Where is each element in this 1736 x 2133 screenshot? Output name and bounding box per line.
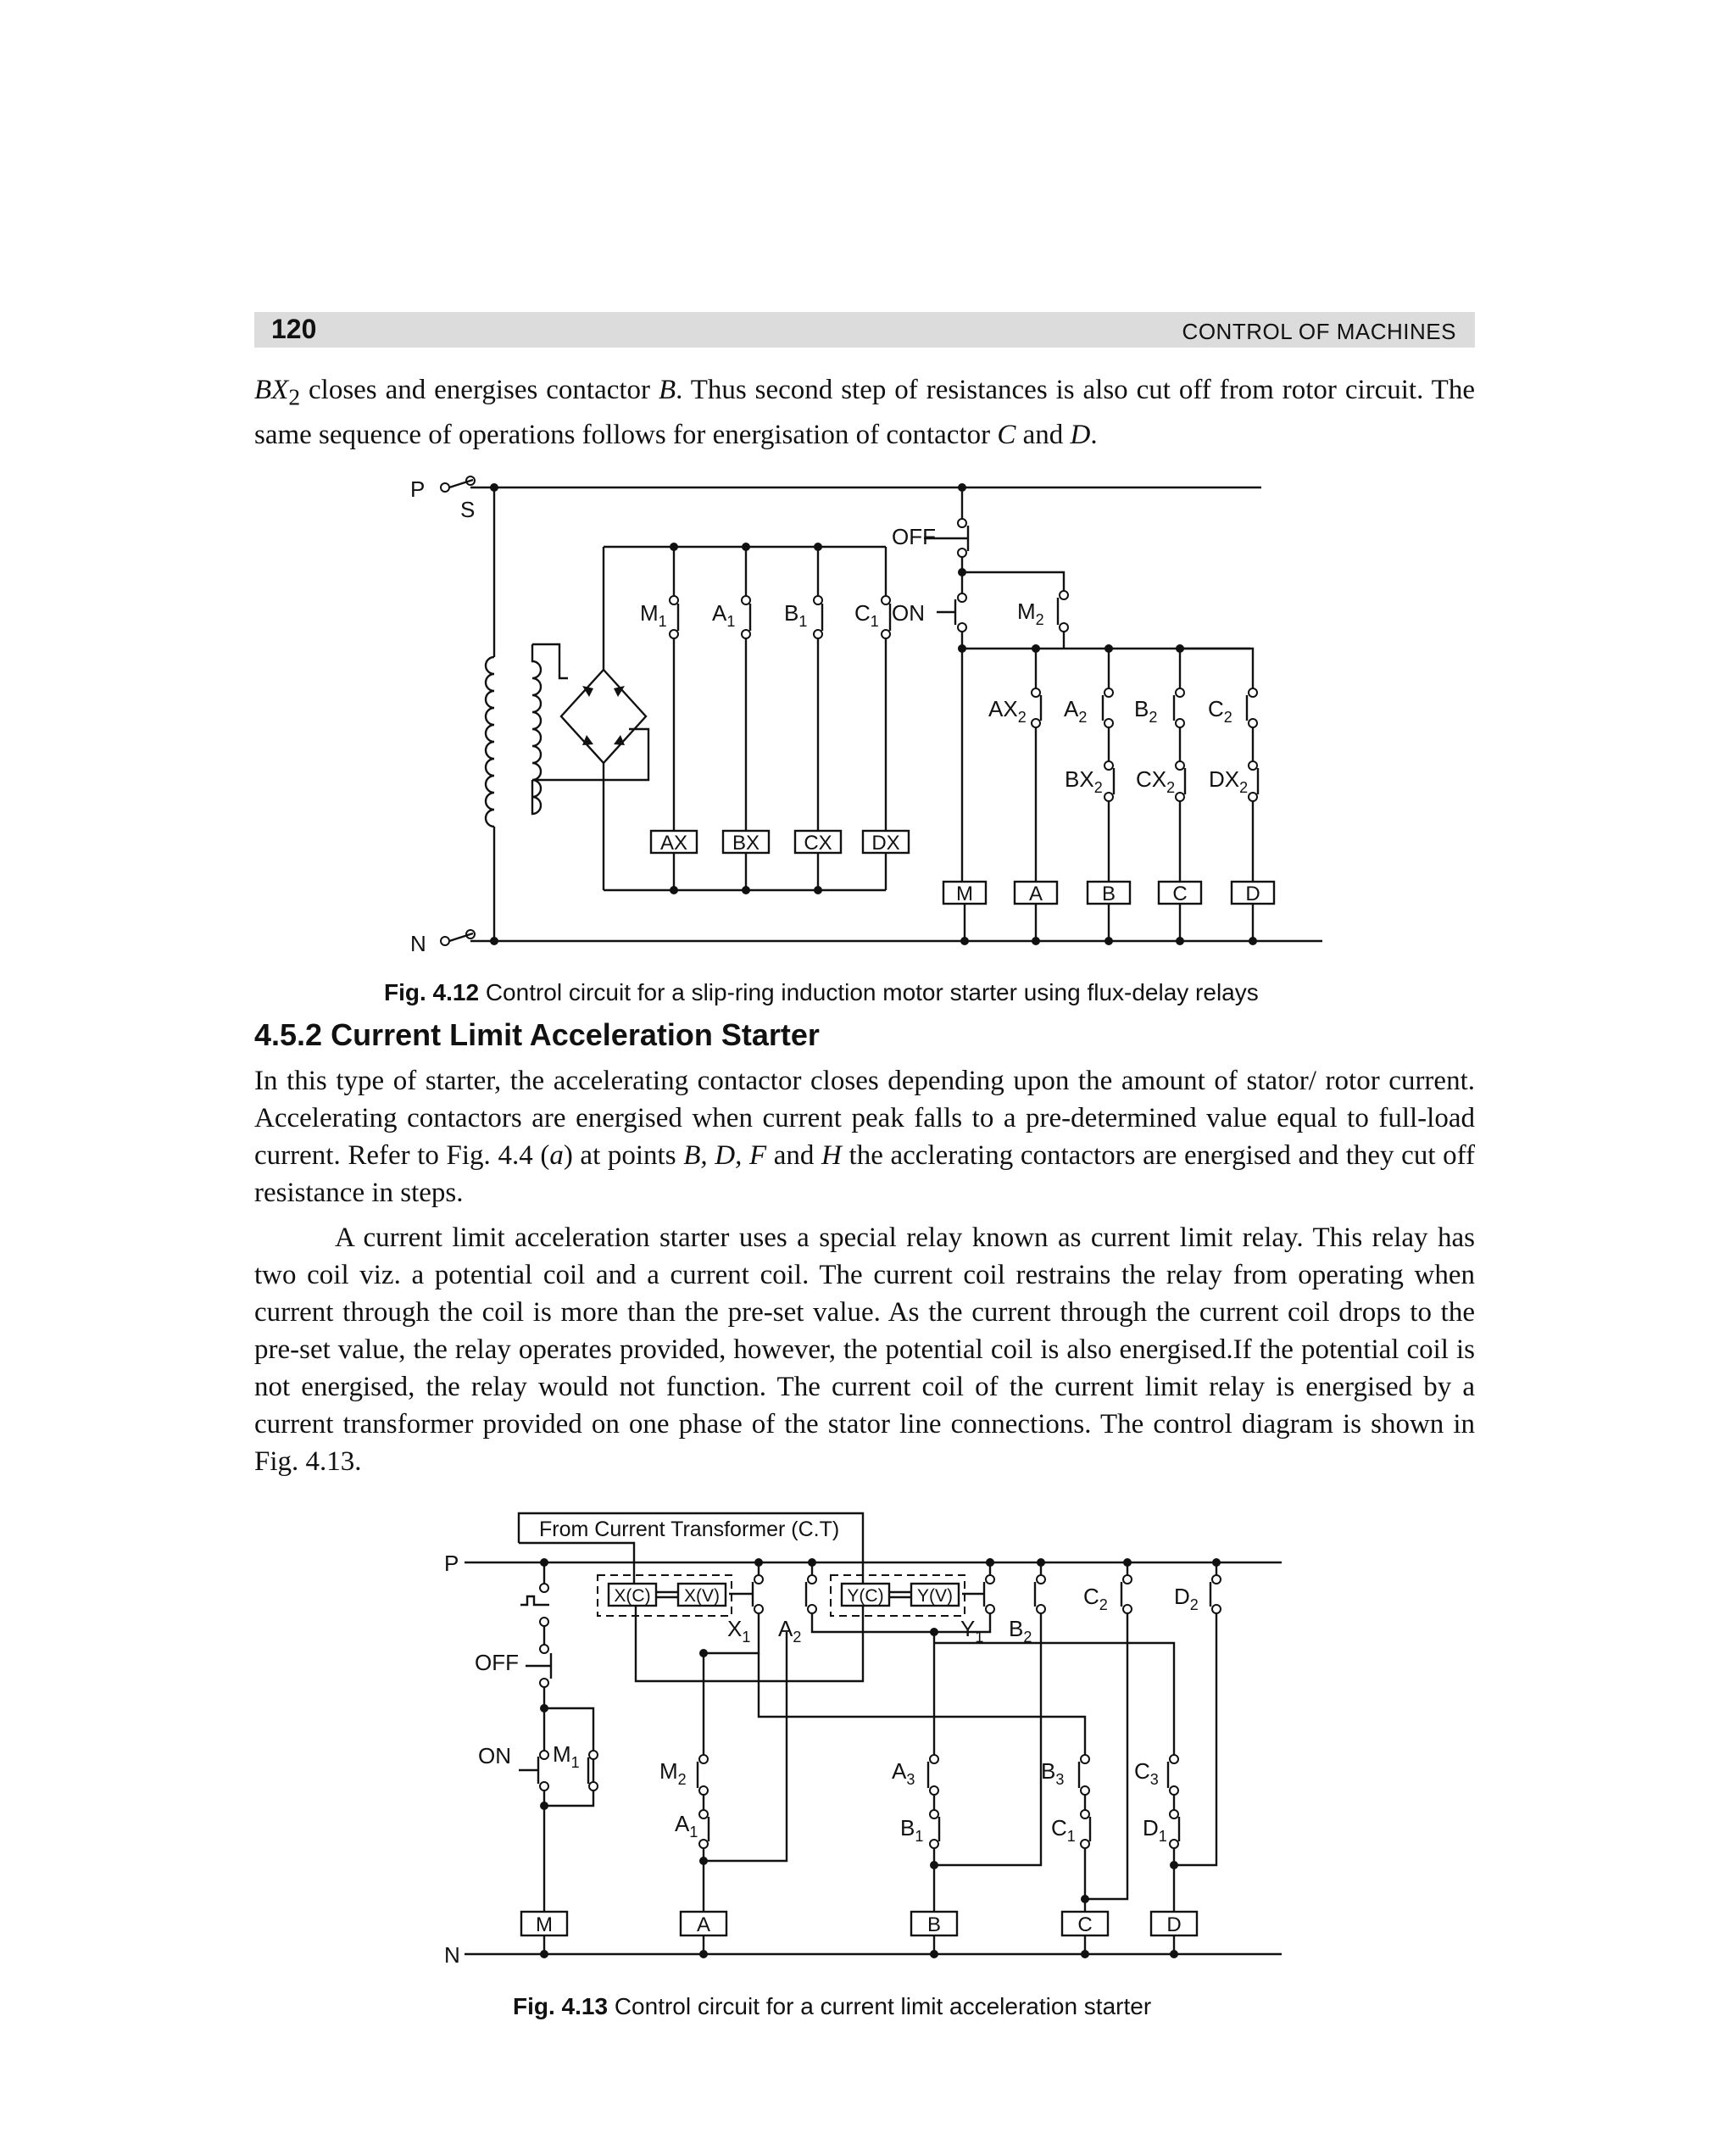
contact-label-m1: $M_1$ <box>553 1741 580 1771</box>
relay-coil-label: BX <box>732 832 760 855</box>
on-pushbutton-label: ON <box>892 600 925 626</box>
relay-x-voltage-coil-label: X(V) <box>684 1586 720 1606</box>
figure-4-13-caption-text: Control circuit for a current limit acceleration starter <box>614 1993 1152 2019</box>
contact-label-a1: $A_1$ <box>712 600 736 630</box>
figure-reference: a <box>549 1140 564 1171</box>
contactor-branch-b <box>911 1632 957 1958</box>
off-pushbutton-label: OFF <box>892 524 936 549</box>
contactor-coil-label: A <box>1028 883 1043 905</box>
intro-text: and <box>1015 419 1071 450</box>
contact-label-a2: $A_2$ <box>778 1616 802 1646</box>
contact-label-c1: $C_1$ <box>1051 1815 1076 1845</box>
intro-lead-subscript: 2 <box>288 383 301 410</box>
contactor-coil-label: M <box>536 1913 553 1936</box>
relay-x-current-coil-label: X(C) <box>614 1586 651 1606</box>
paragraph-text: In this type of starter, the accelerating contactor closes depending upon the amount of stator/ rotor current. Accelerating contactors are energised when current peak falls to a pre-determined value equal to full-load current. Refer to Fig. 4.4 ( <box>254 1066 1475 1171</box>
contactor-coil-label: C <box>1172 883 1188 905</box>
contact-label-d1: $D_1$ <box>1143 1815 1167 1845</box>
paragraph-text: ) at points <box>563 1140 684 1171</box>
point-labels: H <box>821 1140 842 1171</box>
contactor-coil-label: D <box>1245 883 1260 905</box>
running-title: CONTROL OF MACHINES <box>1182 319 1456 344</box>
relay-y-voltage-coil-label: Y(V) <box>917 1586 953 1606</box>
intro-contactor-ref: D <box>1070 419 1091 450</box>
line-p-label: P <box>444 1551 459 1576</box>
contact-label-b3: $B_3$ <box>1041 1758 1065 1788</box>
intro-text: . Thus second step of resistances is also cut off from rotor circuit. The same sequence of operations follows for energisation of contactor <box>254 375 1475 450</box>
switch-s-label: S <box>460 497 476 522</box>
contact-label-dx2: $DX_2$ <box>1209 766 1249 796</box>
contact-label-c3: $C_3$ <box>1134 1758 1159 1788</box>
contact-label-a2: $A_2$ <box>1064 696 1088 726</box>
intro-text: closes and energises contactor <box>300 375 659 405</box>
intro-contactor-ref: B <box>658 375 676 405</box>
section-paragraph-2: A current limit acceleration starter uses a special relay known as current limit relay. This relay has two coil viz. a potential coil and a current coil. The current coil restrains the relay from operating when current through the coil is more than the pre-set value. As the current through the current coil drops to the pre-set value, the relay operates provided, however, the potential coil is also energised.If the potential coil is not energised, the relay would not function. The current coil of the current limit relay is energised by a current transformer provided on one phase of the stator line connections. The control diagram is shown in Fig. 4.13. <box>254 1222 1475 1477</box>
figure-4-12-caption-text: Control circuit for a slip-ring induction motor starter using flux-delay relays <box>485 979 1259 1005</box>
contact-label-ax2: $AX_2$ <box>988 696 1027 726</box>
contactor-coil-label: B <box>1101 883 1116 905</box>
relay-y-current-coil-label: Y(C) <box>847 1586 884 1606</box>
contact-label-m2: $M_2$ <box>1017 599 1044 628</box>
intro-lead-symbol: BX <box>254 375 289 405</box>
contact-label-b2: $B_2$ <box>1134 696 1158 726</box>
on-pushbutton-label: ON <box>478 1743 511 1768</box>
paragraph-text: the acclerating contactors are energised and they cut off resistance in steps. <box>254 1140 1476 1208</box>
contact-label-a3: $A_3$ <box>892 1758 915 1788</box>
line-n-label: N <box>410 931 426 956</box>
contact-label-c1: $C_1$ <box>854 600 879 630</box>
point-labels: B, D, F <box>683 1140 767 1171</box>
contact-label-d2: $D_2$ <box>1174 1584 1199 1613</box>
contact-label-c2: $C_2$ <box>1208 696 1232 726</box>
contact-label-c2: $C_2$ <box>1083 1584 1108 1613</box>
contactor-coil-label: A <box>696 1913 711 1936</box>
figure-4-12-number: Fig. 4.12 <box>384 979 480 1005</box>
contact-label-cx2: $CX_2$ <box>1136 766 1176 796</box>
contact-label-m2: $M_2$ <box>659 1758 687 1788</box>
contactor-coil-label: M <box>956 883 973 905</box>
off-pushbutton-label: OFF <box>475 1650 519 1675</box>
relay-coil-label: AX <box>659 832 688 855</box>
contact-label-m1: $M_1$ <box>640 600 667 630</box>
intro-contactor-ref: C <box>997 419 1016 450</box>
paragraph-text: and <box>766 1140 822 1171</box>
contact-label-bx2: $BX_2$ <box>1065 766 1103 796</box>
relay-coil-label: DX <box>871 832 900 855</box>
relay-coil-label: CX <box>804 832 832 855</box>
line-n-label: N <box>444 1942 460 1968</box>
figure-4-13-number: Fig. 4.13 <box>513 1993 609 2019</box>
contact-label-a1: $A_1$ <box>675 1811 698 1841</box>
figure-4-13-caption <box>513 1993 1151 2020</box>
intro-text: . <box>1090 419 1098 450</box>
contactor-coil-label: D <box>1166 1913 1182 1936</box>
contact-label-x1: $X_1$ <box>727 1616 751 1646</box>
contact-label-y1: $Y_1$ <box>960 1616 984 1646</box>
section-heading: 4.5.2 Current Limit Acceleration Starter <box>254 1017 820 1052</box>
contactor-coil-label: B <box>926 1913 942 1936</box>
contact-label-b1: $B_1$ <box>784 600 808 630</box>
contact-label-b2: $B_2$ <box>1009 1616 1032 1646</box>
page-number: 120 <box>271 314 317 344</box>
line-p-label: P <box>410 476 426 502</box>
ct-label: From Current Transformer (C.T) <box>539 1518 840 1541</box>
contactor-coil-label: C <box>1077 1913 1093 1936</box>
contact-label-b1: $B_1$ <box>900 1815 924 1845</box>
